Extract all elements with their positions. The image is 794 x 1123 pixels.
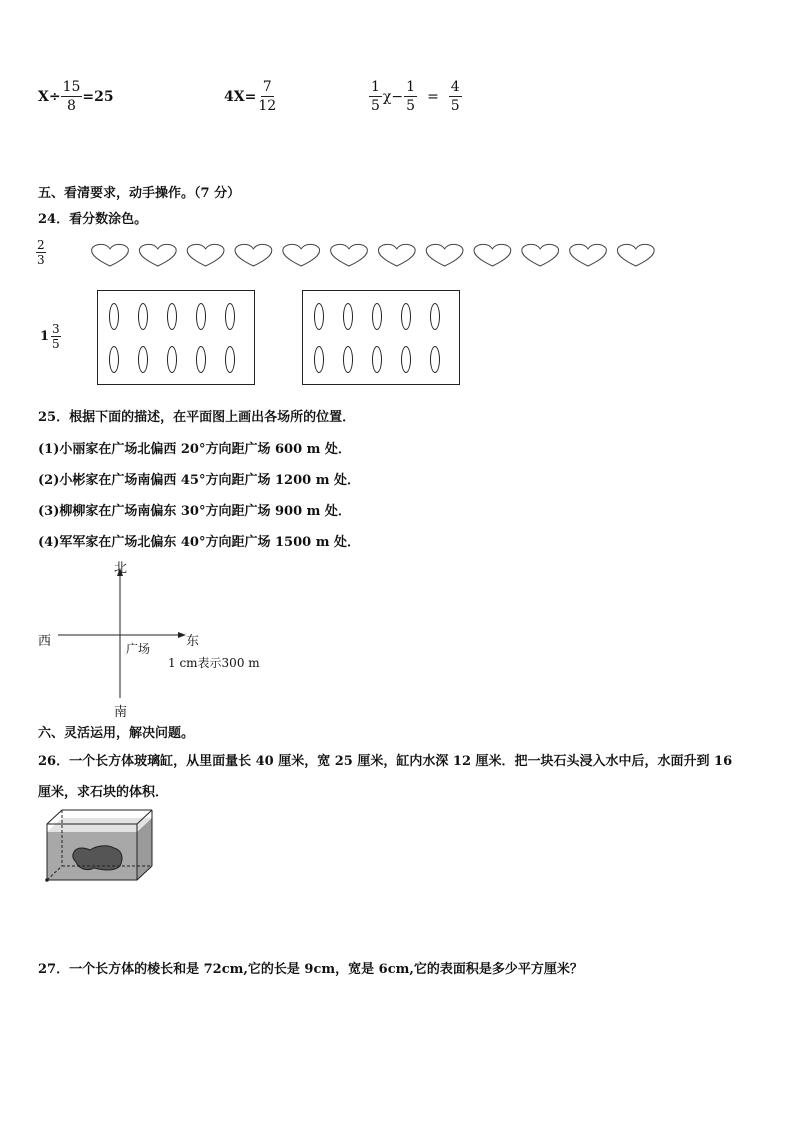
equation-3-variable: χ− <box>382 88 404 105</box>
fraction-numerator: 7 <box>262 79 272 95</box>
fraction-denominator: 3 <box>37 253 45 267</box>
question-25-title: 25．根据下面的描述，在平面图上画出各场所的位置． <box>38 410 356 425</box>
fraction-numerator: 3 <box>52 322 60 336</box>
ellipse-shape <box>401 303 411 330</box>
equation-1-prefix: X÷ <box>38 88 61 105</box>
equation-3-fraction-b <box>404 78 417 115</box>
compass-south-label: 南 <box>114 705 128 720</box>
question-25-item-2: (2)小彬家在广场南偏西 45°方向距广场 1200 m 处． <box>38 473 360 488</box>
ellipse-shape <box>372 346 382 373</box>
ellipse-shape <box>138 303 148 330</box>
heart-shape <box>92 244 129 266</box>
heart-shape <box>331 244 368 266</box>
equation-2-fraction <box>256 78 278 115</box>
heart-shape <box>378 244 415 266</box>
heart-shape <box>235 244 272 266</box>
question-24-title: 24．看分数涂色。 <box>38 212 148 227</box>
section-6-title: 六、灵活运用，解决问题。 <box>38 726 195 741</box>
ellipse-box-2 <box>302 290 460 385</box>
heart-shape <box>139 244 176 266</box>
ellipse-shape <box>196 346 206 373</box>
mixed-fraction-whole: 1 <box>40 329 50 344</box>
ellipse-shape <box>343 303 353 330</box>
equation-3 <box>369 78 462 115</box>
compass-east-label: 东 <box>186 634 200 649</box>
fraction-denominator: 5 <box>371 98 380 114</box>
ellipse-shape <box>430 303 440 330</box>
question-26-line-1: 26．一个长方体玻璃缸，从里面量长 40 厘米，宽 25 厘米，缸内水深 12 厘米．把一块石头浸入水中后，水面升到 16 <box>38 754 733 769</box>
compass-scale-label: 1 cm表示300 m <box>168 656 260 670</box>
mixed-fraction-part <box>51 322 61 351</box>
heart-shape <box>187 244 224 266</box>
fraction-numerator: 1 <box>406 79 416 95</box>
fraction-denominator: 8 <box>67 98 76 114</box>
mixed-fraction-one-three-fifths <box>40 322 61 351</box>
fraction-two-thirds <box>36 238 46 267</box>
fraction-denominator: 12 <box>258 98 277 114</box>
equation-1-fraction <box>61 78 83 115</box>
fraction-denominator: 5 <box>52 337 60 351</box>
equation-2 <box>224 78 278 115</box>
ellipse-shape <box>401 346 411 373</box>
ellipse-shape <box>167 303 177 330</box>
fraction-numerator: 4 <box>450 79 460 95</box>
fish-tank-illustration <box>44 806 156 884</box>
ellipse-shape <box>343 346 353 373</box>
ellipse-shape <box>314 303 324 330</box>
heart-shape <box>474 244 511 266</box>
fraction-numerator: 2 <box>37 238 45 252</box>
heart-shape <box>283 244 320 266</box>
fraction-numerator: 1 <box>371 79 380 95</box>
compass-west-label: 西 <box>38 634 52 649</box>
ellipse-shape <box>109 303 119 330</box>
fraction-denominator: 5 <box>406 98 416 114</box>
equation-2-prefix: 4X= <box>224 88 257 105</box>
compass-axes <box>50 560 200 710</box>
ellipse-shape <box>225 303 235 330</box>
equation-3-equals: = <box>427 88 439 105</box>
question-25-item-4: (4)军军家在广场北偏东 40°方向距广场 1500 m 处． <box>38 535 360 550</box>
equation-3-fraction-c <box>449 78 462 115</box>
ellipse-shape <box>430 346 440 373</box>
ellipse-box-1 <box>97 290 255 385</box>
ellipse-shape <box>138 346 148 373</box>
ellipse-shape <box>109 346 119 373</box>
equation-3-fraction-a <box>369 78 382 115</box>
fraction-denominator: 5 <box>450 98 460 114</box>
heart-shape <box>522 244 559 266</box>
ellipse-shape <box>196 303 206 330</box>
compass-north-label: 北 <box>114 561 128 576</box>
ellipse-shape <box>314 346 324 373</box>
ellipse-shape <box>372 303 382 330</box>
compass-center-label: 广场 <box>126 642 151 656</box>
question-27-text: 27．一个长方体的棱长和是 72cm,它的长是 9cm，宽是 6cm,它的表面积是多少平方厘米？ <box>38 962 583 977</box>
heart-row <box>88 240 668 270</box>
ellipse-shape <box>167 346 177 373</box>
heart-shape <box>570 244 607 266</box>
heart-shape <box>426 244 463 266</box>
question-25-item-3: (3)柳柳家在广场南偏东 30°方向距广场 900 m 处． <box>38 504 351 519</box>
question-26-line-2: 厘米，求石块的体积． <box>38 785 169 800</box>
question-25-item-1: (1)小丽家在广场北偏西 20°方向距广场 600 m 处． <box>38 442 351 457</box>
section-5-title: 五、看清要求，动手操作。（7 分） <box>38 186 241 201</box>
fraction-numerator: 15 <box>62 79 81 95</box>
equation-1 <box>38 78 114 115</box>
ellipse-shape <box>225 346 235 373</box>
equation-1-suffix: =25 <box>82 88 114 105</box>
heart-shape <box>617 244 654 266</box>
